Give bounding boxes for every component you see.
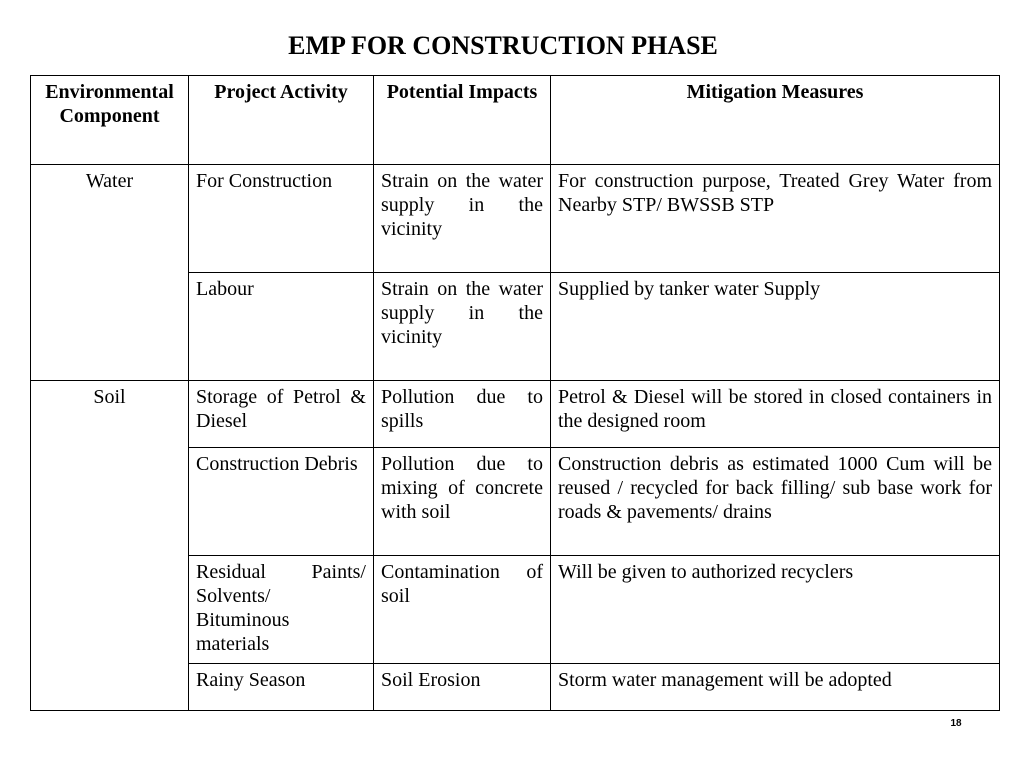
mitigation-cell: Will be given to authorized recyclers <box>551 556 1000 664</box>
component-cell-water: Water <box>31 165 189 381</box>
emp-table <box>30 75 1000 711</box>
page-number: 18 <box>950 718 962 729</box>
activity-cell: Residual Paints/ Solvents/ Bituminous materials <box>189 556 374 664</box>
impact-cell: Soil Erosion <box>374 664 551 711</box>
header-environmental-component: Environmental Component <box>31 76 189 165</box>
activity-cell: For Construction <box>189 165 374 273</box>
activity-cell: Labour <box>189 273 374 381</box>
impact-cell: Pollution due to spills <box>374 381 551 448</box>
component-cell-soil: Soil <box>31 381 189 711</box>
activity-cell: Construction Debris <box>189 448 374 556</box>
header-mitigation-measures: Mitigation Measures <box>551 76 1000 165</box>
table-row <box>31 381 1000 448</box>
page-title: EMP FOR CONSTRUCTION PHASE <box>288 31 718 60</box>
mitigation-cell: Construction debris as estimated 1000 Cum will be reused / recycled for back filling/ sub base work for roads & pavements/ drains <box>551 448 1000 556</box>
impact-cell: Strain on the water supply in the vicinity <box>374 165 551 273</box>
activity-cell: Storage of Petrol & Diesel <box>189 381 374 448</box>
mitigation-cell: Petrol & Diesel will be stored in closed containers in the designed room <box>551 381 1000 448</box>
mitigation-cell: Supplied by tanker water Supply <box>551 273 1000 381</box>
table-row <box>31 165 1000 273</box>
mitigation-cell: For construction purpose, Treated Grey Water from Nearby STP/ BWSSB STP <box>551 165 1000 273</box>
mitigation-cell: Storm water management will be adopted <box>551 664 1000 711</box>
impact-cell: Strain on the water supply in the vicinity <box>374 273 551 381</box>
table-header-row <box>31 76 1000 165</box>
impact-cell: Pollution due to mixing of concrete with soil <box>374 448 551 556</box>
header-potential-impacts: Potential Impacts <box>374 76 551 165</box>
activity-cell: Rainy Season <box>189 664 374 711</box>
header-project-activity: Project Activity <box>189 76 374 165</box>
impact-cell: Contamination of soil <box>374 556 551 664</box>
